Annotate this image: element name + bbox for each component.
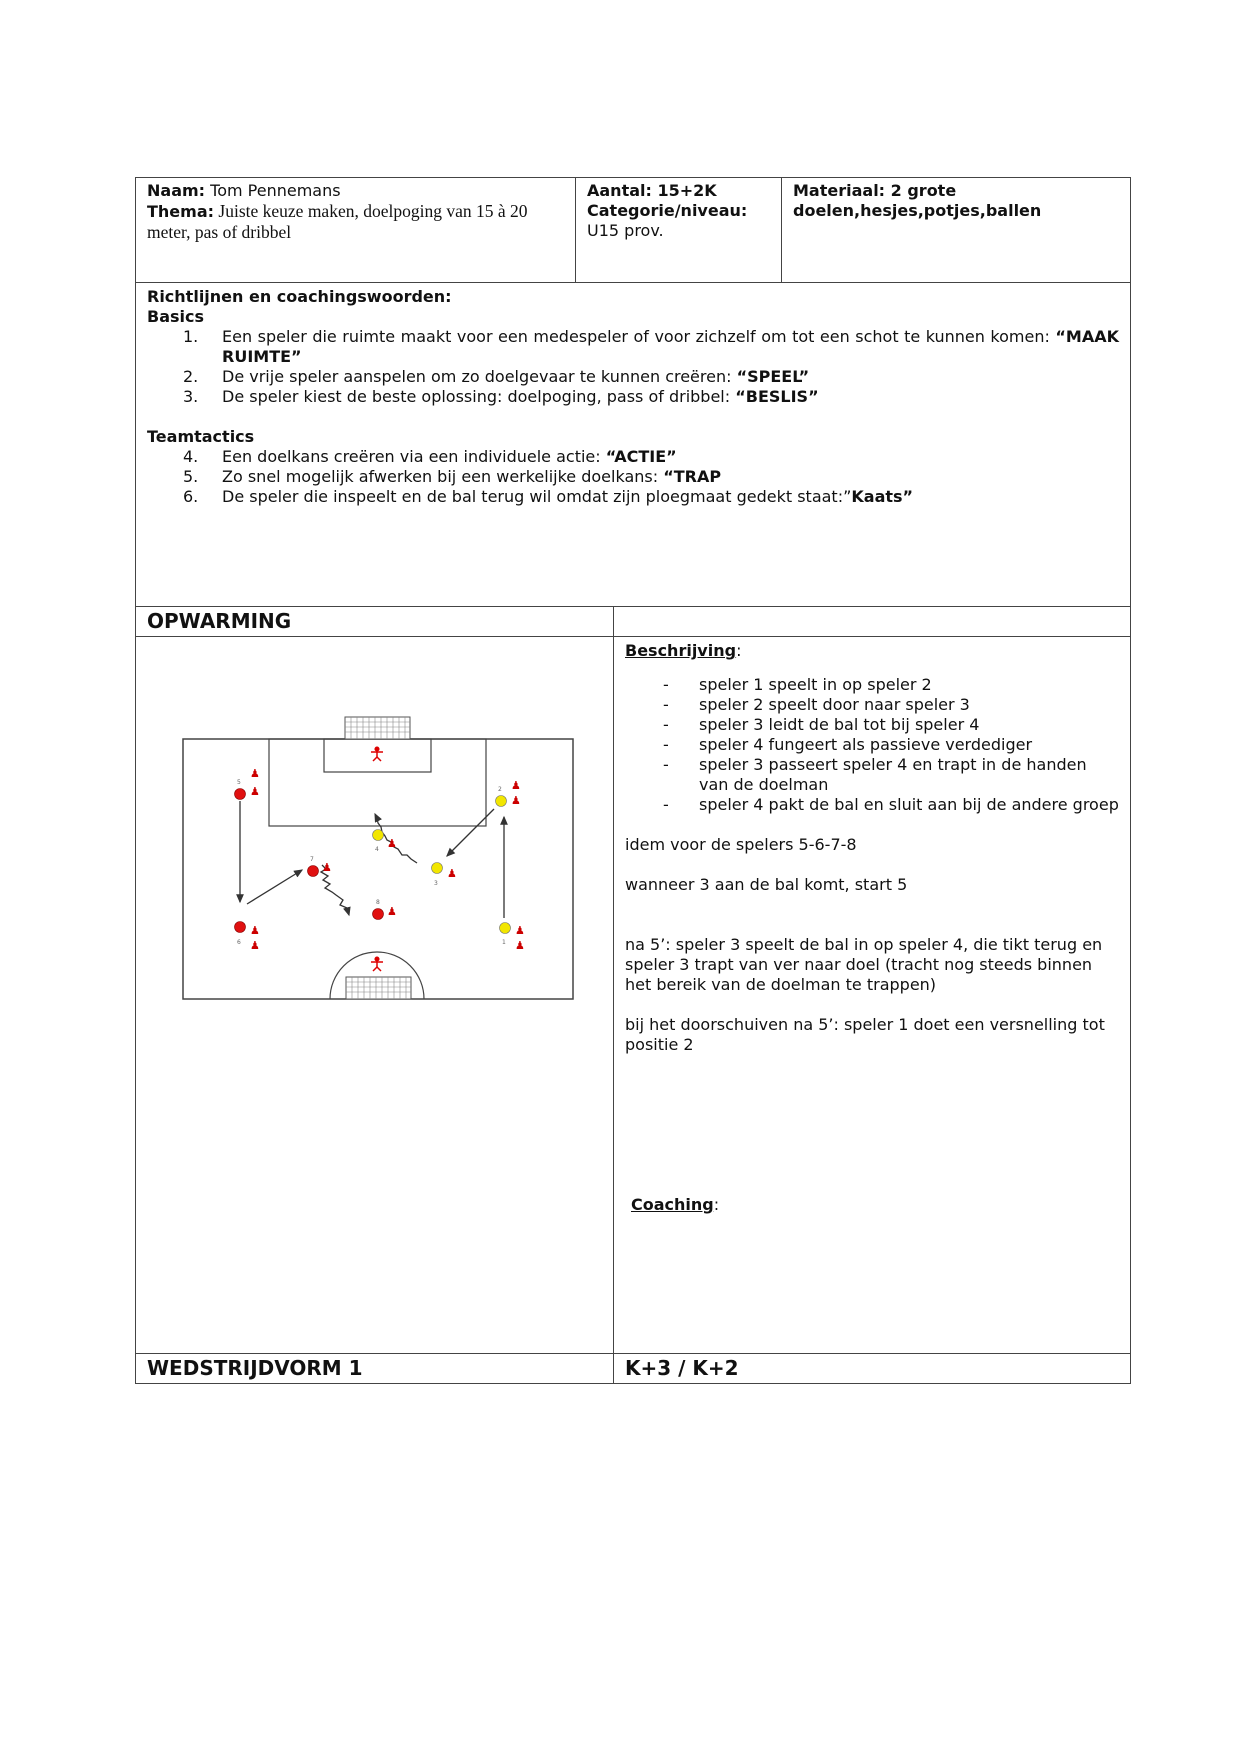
goalkeeper-top [371, 747, 383, 761]
player-3 [432, 863, 457, 888]
naam-label: Naam: [147, 181, 206, 200]
svg-text:1: 1 [502, 939, 506, 946]
thema-label: Thema: [147, 202, 215, 221]
goalkeeper-bottom [371, 957, 383, 971]
opwarming-header-cell [135, 606, 614, 637]
teamtactics-list [147, 447, 1119, 507]
svg-text:5: 5 [237, 779, 241, 786]
bottom-goal [346, 977, 411, 999]
diagram-cell [135, 636, 614, 1354]
movement-arrows [240, 801, 504, 918]
materiaal-cell [781, 177, 1131, 283]
wedstrijdvorm-cell [135, 1353, 614, 1384]
svg-text:♟: ♟ [250, 924, 260, 937]
para-2: wanneer 3 aan de bal komt, start 5 [625, 875, 908, 894]
svg-text:♟: ♟ [511, 794, 521, 807]
top-goal [345, 717, 410, 739]
svg-text:♟: ♟ [250, 939, 260, 952]
svg-text:3: 3 [434, 880, 438, 887]
svg-text:♟: ♟ [250, 767, 260, 780]
aantal-text: Aantal: 15+2K [587, 181, 717, 200]
svg-text:♟: ♟ [511, 779, 521, 792]
description-cell: Beschrijving: - speler 1 speelt in op speler 2 - speler 2 speelt door naar speler 3 - speler 3 leidt de bal tot bij speler 4 - speler 4 fungeert als passieve verdediger - speler 3 passeert speler 4 en trapt in de handen van de doelman - speler 4 pakt de bal en sluit aan bij de andere groep idem voor de spelers 5-6-7-8 wanneer 3 aan de bal komt, start 5 na 5’: speler 3 speelt de bal in op speler 4, die tikt terug en speler 3 trapt van ver naar doel (tracht nog steeds binnen het bereik van de doelman te trappen) bij het doorschuiven na 5’: speler 1 doet een versnelling tot positie 2 Coaching: [613, 636, 1131, 1354]
player-7 [308, 856, 332, 877]
svg-text:8: 8 [376, 899, 380, 906]
svg-text:2: 2 [498, 786, 502, 793]
svg-text:♟: ♟ [515, 939, 525, 952]
basics-title: Basics [147, 307, 205, 326]
svg-text:7: 7 [310, 856, 314, 863]
opwarming-header-empty [613, 606, 1131, 637]
svg-text:♟: ♟ [387, 905, 397, 918]
svg-text:♟: ♟ [250, 785, 260, 798]
guidelines-cell [135, 282, 1131, 607]
list-item: - speler 4 fungeert als passieve verdediger [625, 735, 1119, 755]
player-1 [500, 923, 525, 953]
player-2 [496, 779, 521, 807]
player-8 [373, 899, 397, 920]
naam-thema-cell [135, 177, 576, 283]
basics-list [147, 327, 1119, 407]
list-item: 5. Zo snel mogelijk afwerken bij een werkelijke doelkans: “TRAP [183, 467, 722, 486]
steps-list [625, 675, 1119, 815]
player-5 [235, 767, 260, 800]
svg-text:♟: ♟ [322, 861, 332, 874]
svg-text:♟: ♟ [447, 867, 457, 880]
list-item: - speler 2 speelt door naar speler 3 [625, 695, 1119, 715]
categorie-label: Categorie/niveau: [587, 201, 748, 220]
materiaal-text: Materiaal: 2 grote doelen,hesjes,potjes,ballen [793, 181, 1042, 220]
svg-text:6: 6 [237, 939, 241, 946]
list-item: 1. Een speler die ruimte maakt voor een medespeler of voor zichzelf om tot een schot te kunnen komen: “MAAK RUIMTE” [183, 327, 1119, 366]
player-6 [235, 922, 260, 953]
aantal-cell [575, 177, 782, 283]
categorie-value: U15 prov. [587, 221, 664, 240]
coaching-label: Coaching [631, 1195, 714, 1214]
opwarming-title: OPWARMING [147, 609, 292, 633]
guidelines-title: Richtlijnen en coachingswoorden: [147, 287, 452, 306]
format-cell [613, 1353, 1131, 1384]
svg-text:♟: ♟ [515, 924, 525, 937]
format-title: K+3 / K+2 [625, 1356, 739, 1380]
players [235, 767, 525, 952]
list-item: 6. De speler die inspeelt en de bal terug wil omdat zijn ploegmaat gedekt staat:”Kaats” [183, 487, 914, 506]
para-4: bij het doorschuiven na 5’: speler 1 doet een versnelling tot positie 2 [625, 1015, 1105, 1054]
wedstrijdvorm-title: WEDSTRIJDVORM 1 [147, 1356, 363, 1380]
list-item: - speler 1 speelt in op speler 2 [625, 675, 1119, 695]
thema-value: Juiste keuze maken, doelpoging van 15 à 20 meter, pas of dribbel [147, 201, 528, 242]
list-item: - speler 3 passeert speler 4 en trapt in de handen van de doelman [625, 755, 1119, 795]
list-item: 3. De speler kiest de beste oplossing: doelpoging, pass of dribbel: “BESLIS” [183, 387, 819, 406]
list-item: - speler 3 leidt de bal tot bij speler 4 [625, 715, 1119, 735]
para-3: na 5’: speler 3 speelt de bal in op speler 4, die tikt terug en speler 3 trapt van ver naar doel (tracht nog steeds binnen het bereik van de doelman te trappen) [625, 935, 1103, 994]
para-1: idem voor de spelers 5-6-7-8 [625, 835, 857, 854]
exercise-diagram [136, 637, 613, 1353]
naam-value: Tom Pennemans [210, 181, 341, 200]
list-item: - speler 4 pakt de bal en sluit aan bij de andere groep [625, 795, 1119, 815]
svg-text:4: 4 [375, 846, 379, 853]
svg-text:♟: ♟ [387, 837, 397, 850]
teamtactics-title: Teamtactics [147, 427, 255, 446]
list-item: 4. Een doelkans creëren via een individuele actie: “ACTIE” [183, 447, 677, 466]
player-4 [373, 830, 397, 854]
beschrijving-label: Beschrijving [625, 641, 737, 660]
list-item: 2. De vrije speler aanspelen om zo doelgevaar te kunnen creëren: “SPEEL” [183, 367, 810, 386]
